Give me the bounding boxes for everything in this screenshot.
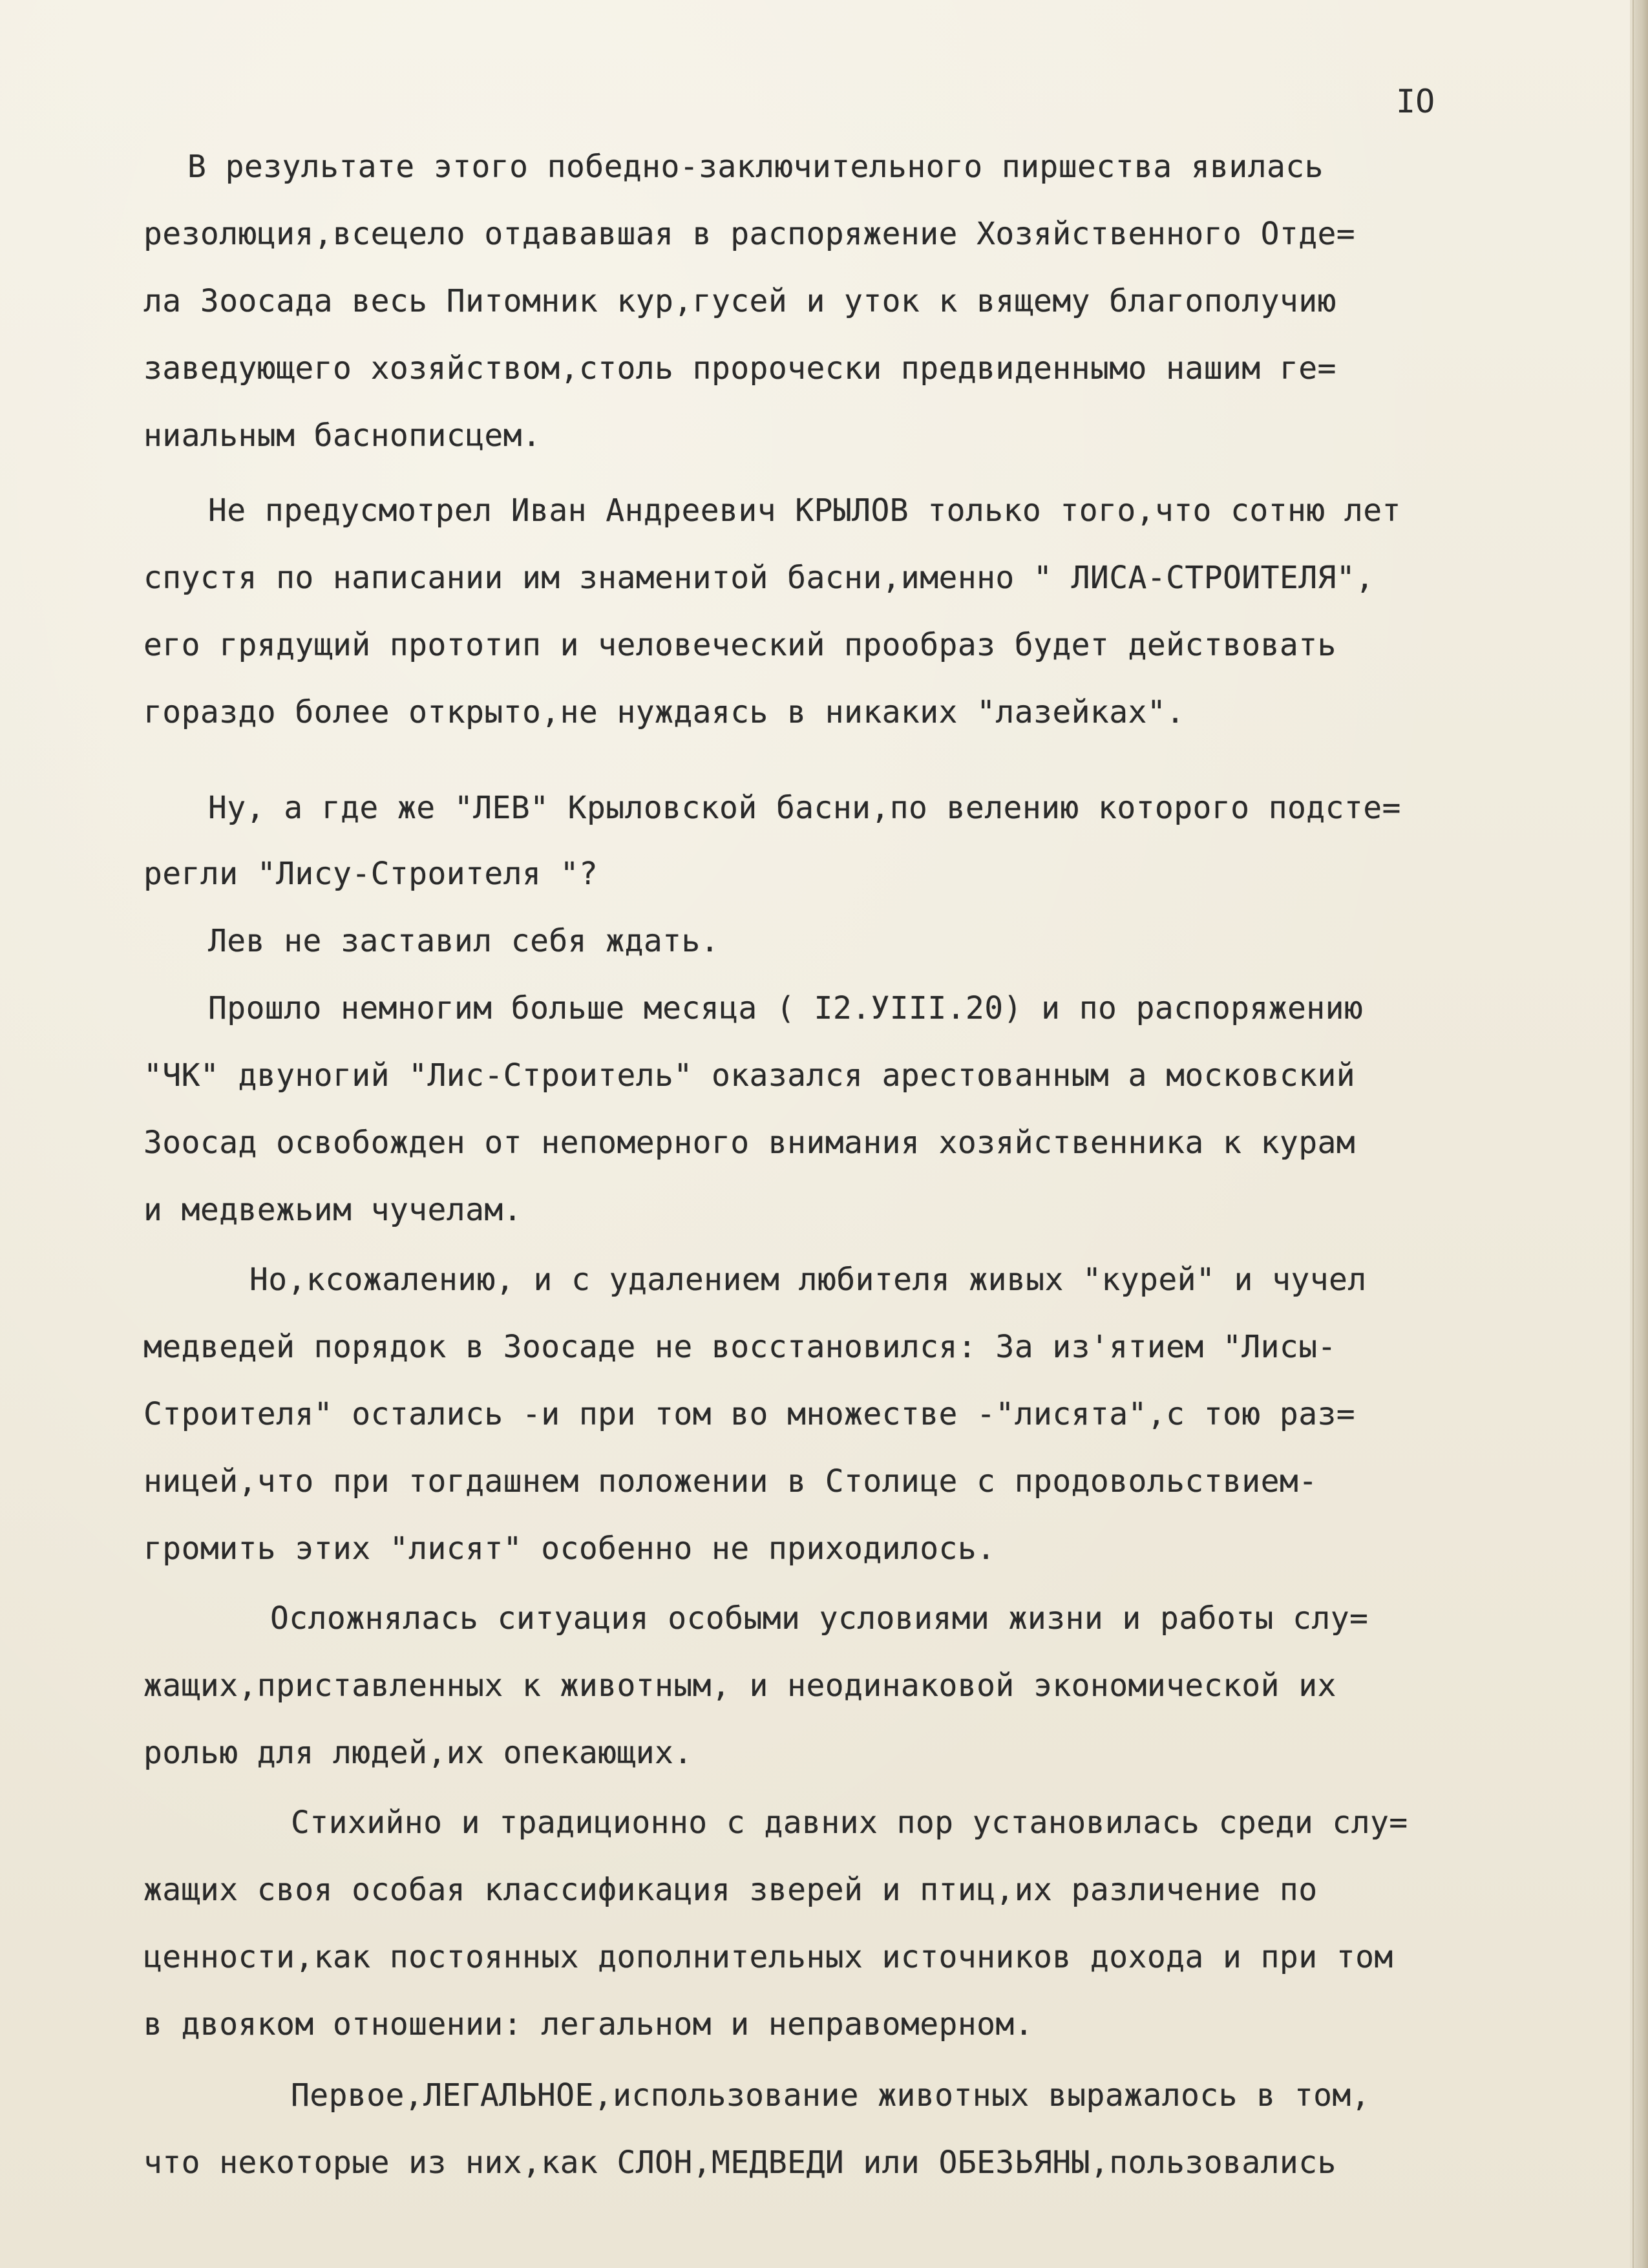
text-line: Ну, а где же "ЛЕВ" Крыловской басни,по велению которого подсте= — [208, 790, 1401, 826]
text-line: Стихийно и традиционно с давних пор установилась среди слу= — [291, 1805, 1408, 1841]
text-line: Первое,ЛЕГАЛЬНОЕ,использование животных выражалось в том, — [291, 2077, 1371, 2114]
text-line: Осложнялась ситуация особыми условиями жизни и работы слу= — [270, 1600, 1369, 1637]
text-line: ла Зоосада весь Питомник кур,гусей и уток к вящему благополучию — [143, 283, 1336, 319]
text-line: Лев не заставил себя ждать. — [208, 923, 720, 959]
text-line: и медвежьим чучелам. — [143, 1192, 522, 1228]
text-line: жащих своя особая классификация зверей и птиц,их различение по — [143, 1872, 1318, 1908]
text-line: громить этих "лисят" особенно не приходилось. — [143, 1531, 996, 1567]
text-line: медведей порядок в Зоосаде не восстановился: За из'ятием "Лисы- — [143, 1329, 1336, 1365]
page-number: IO — [1396, 83, 1435, 120]
text-line: его грядущий прототип и человеческий прообраз будет действовать — [143, 627, 1336, 663]
text-line: "ЧК" двуногий "Лис-Строитель" оказался арестованным а московский — [143, 1057, 1356, 1094]
text-line: жащих,приставленных к животным, и неодинаковой экономической их — [143, 1668, 1336, 1704]
text-line: резолюция,всецело отдававшая в распоряжение Хозяйственного Отде= — [143, 216, 1356, 252]
text-line: Прошло немногим больше месяца ( I2.УIII.20) и по распоряжению — [208, 990, 1364, 1026]
text-line: регли "Лису-Строителя "? — [143, 856, 598, 892]
text-line: ценности,как постоянных дополнительных источников дохода и при том — [143, 1939, 1393, 1975]
text-line: Не предусмотрел Иван Андреевич КРЫЛОВ только того,что сотню лет — [208, 493, 1401, 529]
text-line: в двояком отношении: легальном и неправомерном. — [143, 2006, 1034, 2042]
page-edge-shadow — [1632, 0, 1648, 2268]
text-line: ролью для людей,их опекающих. — [143, 1735, 693, 1771]
text-line: спустя по написании им знаменитой басни,именно " ЛИСА-СТРОИТЕЛЯ", — [143, 560, 1375, 596]
text-line: Но,ксожалению, и с удалением любителя живых "курей" и чучел — [249, 1262, 1367, 1298]
text-line: Строителя" остались -и при том во множестве -"лисята",с тою раз= — [143, 1396, 1356, 1432]
text-line: В результате этого победно-заключительного пиршества явилась — [187, 149, 1324, 185]
text-line: что некоторые из них,как СЛОН,МЕДВЕДИ или ОБЕЗЬЯНЫ,пользовались — [143, 2145, 1336, 2181]
text-line: ниальным баснописцем. — [143, 418, 542, 454]
text-line: заведующего хозяйством,столь пророчески предвиденнымо нашим ге= — [143, 350, 1336, 387]
text-line: гораздо более открыто,не нуждаясь в никаких "лазейках". — [143, 694, 1185, 730]
text-line: ницей,что при тогдашнем положении в Столице с продовольствием- — [143, 1463, 1318, 1500]
text-line: Зоосад освобожден от непомерного внимания хозяйственника к курам — [143, 1125, 1356, 1161]
